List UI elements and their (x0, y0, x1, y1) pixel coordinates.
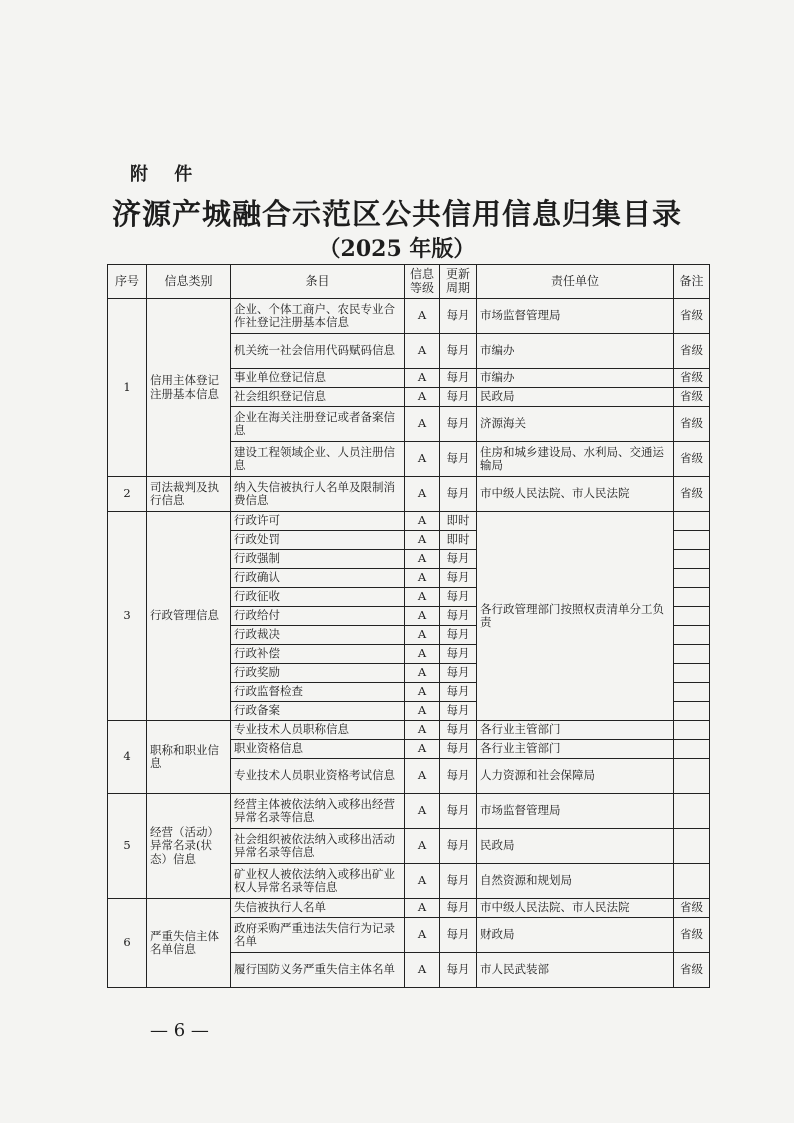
column-header: 信息类别 (147, 265, 231, 299)
group-category: 行政管理信息 (147, 512, 231, 721)
cycle-cell: 每月 (440, 550, 477, 569)
group-category: 信用主体登记注册基本信息 (147, 299, 231, 477)
note-cell: 省级 (674, 388, 710, 407)
level-cell: A (405, 702, 440, 721)
level-cell: A (405, 512, 440, 531)
group-number: 3 (108, 512, 147, 721)
group-number: 1 (108, 299, 147, 477)
item-cell: 行政监督检查 (231, 683, 405, 702)
note-cell (674, 740, 710, 759)
cycle-cell: 每月 (440, 899, 477, 918)
item-cell: 社会组织登记信息 (231, 388, 405, 407)
group-category: 经营（活动）异常名录(状态）信息 (147, 794, 231, 899)
cycle-cell: 每月 (440, 569, 477, 588)
cycle-cell: 每月 (440, 334, 477, 369)
item-cell: 矿业权人被依法纳入或移出矿业权人异常名录等信息 (231, 864, 405, 899)
level-cell: A (405, 550, 440, 569)
item-cell: 行政强制 (231, 550, 405, 569)
column-header: 序号 (108, 265, 147, 299)
unit-cell: 市场监督管理局 (477, 299, 674, 334)
note-cell (674, 569, 710, 588)
unit-cell: 民政局 (477, 388, 674, 407)
item-cell: 失信被执行人名单 (231, 899, 405, 918)
attachment-label: 附 件 (130, 164, 203, 185)
cycle-cell: 每月 (440, 664, 477, 683)
item-cell: 行政确认 (231, 569, 405, 588)
level-cell: A (405, 607, 440, 626)
document-title: 济源产城融合示范区公共信用信息归集目录 (111, 197, 682, 231)
note-cell: 省级 (674, 899, 710, 918)
page-number: — 6 — (150, 1020, 209, 1041)
note-cell: 省级 (674, 369, 710, 388)
table-header-row (108, 265, 710, 299)
unit-cell: 市编办 (477, 369, 674, 388)
table-row (108, 794, 710, 829)
level-cell: A (405, 334, 440, 369)
note-cell (674, 759, 710, 794)
note-cell: 省级 (674, 442, 710, 477)
note-cell (674, 531, 710, 550)
group-category: 司法裁判及执行信息 (147, 477, 231, 512)
cycle-cell: 每月 (440, 645, 477, 664)
unit-cell: 各行业主管部门 (477, 740, 674, 759)
level-cell: A (405, 683, 440, 702)
level-cell: A (405, 369, 440, 388)
unit-cell: 市中级人民法院、市人民法院 (477, 477, 674, 512)
unit-cell: 自然资源和规划局 (477, 864, 674, 899)
level-cell: A (405, 953, 440, 988)
group-number: 6 (108, 899, 147, 988)
cycle-cell: 即时 (440, 531, 477, 550)
note-cell: 省级 (674, 918, 710, 953)
item-cell: 行政奖励 (231, 664, 405, 683)
column-header: 责任单位 (477, 265, 674, 299)
item-cell: 机关统一社会信用代码赋码信息 (231, 334, 405, 369)
level-cell: A (405, 442, 440, 477)
note-cell: 省级 (674, 407, 710, 442)
cycle-cell: 每月 (440, 388, 477, 407)
cycle-cell: 每月 (440, 953, 477, 988)
group-category: 严重失信主体名单信息 (147, 899, 231, 988)
unit-cell: 民政局 (477, 829, 674, 864)
cycle-cell: 每月 (440, 683, 477, 702)
level-cell: A (405, 740, 440, 759)
unit-cell: 济源海关 (477, 407, 674, 442)
item-cell: 行政补偿 (231, 645, 405, 664)
item-cell: 政府采购严重违法失信行为记录名单 (231, 918, 405, 953)
level-cell: A (405, 477, 440, 512)
note-cell (674, 864, 710, 899)
table-row (108, 477, 710, 512)
cycle-cell: 每月 (440, 829, 477, 864)
level-cell: A (405, 388, 440, 407)
item-cell: 行政征收 (231, 588, 405, 607)
table-row (108, 721, 710, 740)
cycle-cell: 每月 (440, 607, 477, 626)
note-cell: 省级 (674, 953, 710, 988)
group-number: 4 (108, 721, 147, 794)
item-cell: 社会组织被依法纳入或移出活动异常名录等信息 (231, 829, 405, 864)
unit-cell: 市中级人民法院、市人民法院 (477, 899, 674, 918)
column-header: 更新周期 (440, 265, 477, 299)
item-cell: 行政备案 (231, 702, 405, 721)
cycle-cell: 每月 (440, 369, 477, 388)
item-cell: 行政裁决 (231, 626, 405, 645)
catalog-table (107, 264, 710, 988)
note-cell: 省级 (674, 477, 710, 512)
item-cell: 专业技术人员职称信息 (231, 721, 405, 740)
note-cell (674, 550, 710, 569)
note-cell (674, 664, 710, 683)
note-cell (674, 794, 710, 829)
group-number: 2 (108, 477, 147, 512)
cycle-cell: 每月 (440, 864, 477, 899)
cycle-cell: 每月 (440, 740, 477, 759)
cycle-cell: 每月 (440, 702, 477, 721)
group-category: 职称和职业信息 (147, 721, 231, 794)
cycle-cell: 每月 (440, 442, 477, 477)
item-cell: 建设工程领域企业、人员注册信息 (231, 442, 405, 477)
item-cell: 事业单位登记信息 (231, 369, 405, 388)
level-cell: A (405, 899, 440, 918)
unit-cell: 市人民武装部 (477, 953, 674, 988)
note-cell (674, 829, 710, 864)
cycle-cell: 每月 (440, 759, 477, 794)
unit-cell: 住房和城乡建设局、水利局、交通运输局 (477, 442, 674, 477)
level-cell: A (405, 918, 440, 953)
level-cell: A (405, 759, 440, 794)
note-cell (674, 607, 710, 626)
note-cell: 省级 (674, 334, 710, 369)
unit-cell: 人力资源和社会保障局 (477, 759, 674, 794)
note-cell (674, 626, 710, 645)
table-row (108, 899, 710, 918)
cycle-cell: 每月 (440, 299, 477, 334)
item-cell: 行政许可 (231, 512, 405, 531)
unit-cell: 各行业主管部门 (477, 721, 674, 740)
unit-cell: 各行政管理部门按照权责清单分工负责 (477, 512, 674, 721)
cycle-cell: 每月 (440, 626, 477, 645)
cycle-cell: 每月 (440, 918, 477, 953)
level-cell: A (405, 794, 440, 829)
note-cell (674, 683, 710, 702)
table-row (108, 512, 710, 531)
unit-cell: 市场监督管理局 (477, 794, 674, 829)
note-cell (674, 702, 710, 721)
cycle-cell: 即时 (440, 512, 477, 531)
note-cell: 省级 (674, 299, 710, 334)
cycle-cell: 每月 (440, 721, 477, 740)
level-cell: A (405, 664, 440, 683)
level-cell: A (405, 588, 440, 607)
level-cell: A (405, 626, 440, 645)
note-cell (674, 512, 710, 531)
level-cell: A (405, 829, 440, 864)
level-cell: A (405, 407, 440, 442)
edition-label: （2025 年版） (318, 236, 476, 262)
level-cell: A (405, 864, 440, 899)
unit-cell: 市编办 (477, 334, 674, 369)
level-cell: A (405, 721, 440, 740)
item-cell: 企业在海关注册登记或者备案信息 (231, 407, 405, 442)
column-header: 条目 (231, 265, 405, 299)
item-cell: 行政给付 (231, 607, 405, 626)
level-cell: A (405, 645, 440, 664)
item-cell: 履行国防义务严重失信主体名单 (231, 953, 405, 988)
level-cell: A (405, 569, 440, 588)
cycle-cell: 每月 (440, 477, 477, 512)
item-cell: 企业、个体工商户、农民专业合作社登记注册基本信息 (231, 299, 405, 334)
column-header: 备注 (674, 265, 710, 299)
note-cell (674, 645, 710, 664)
column-header: 信息等级 (405, 265, 440, 299)
unit-cell: 财政局 (477, 918, 674, 953)
item-cell: 经营主体被依法纳入或移出经营异常名录等信息 (231, 794, 405, 829)
item-cell: 行政处罚 (231, 531, 405, 550)
cycle-cell: 每月 (440, 588, 477, 607)
group-number: 5 (108, 794, 147, 899)
level-cell: A (405, 299, 440, 334)
item-cell: 纳入失信被执行人名单及限制消费信息 (231, 477, 405, 512)
table-row (108, 299, 710, 334)
cycle-cell: 每月 (440, 407, 477, 442)
note-cell (674, 588, 710, 607)
item-cell: 专业技术人员职业资格考试信息 (231, 759, 405, 794)
cycle-cell: 每月 (440, 794, 477, 829)
item-cell: 职业资格信息 (231, 740, 405, 759)
level-cell: A (405, 531, 440, 550)
note-cell (674, 721, 710, 740)
